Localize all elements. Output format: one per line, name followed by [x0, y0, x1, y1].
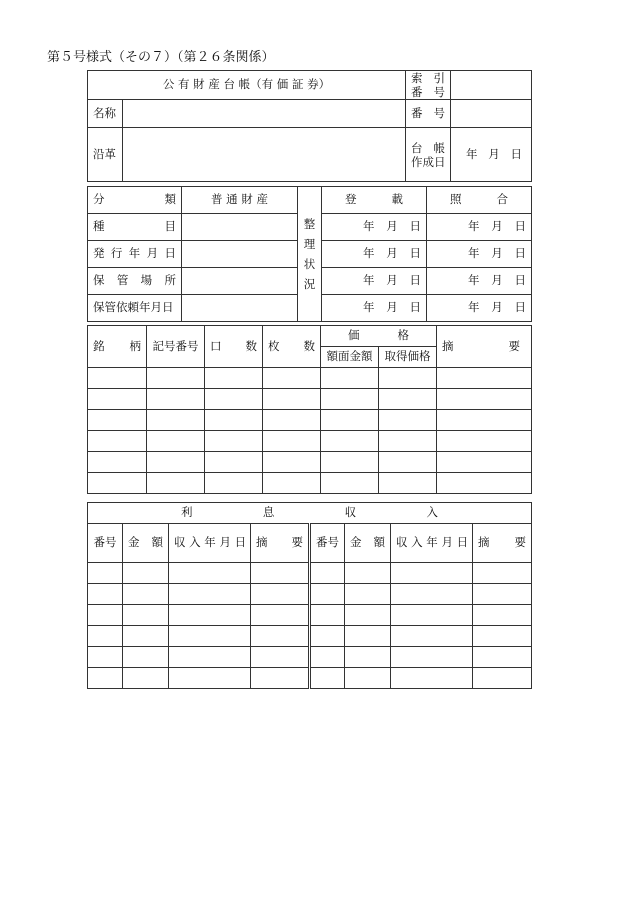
table-row [88, 368, 532, 389]
table-row [88, 563, 532, 584]
table-row [88, 389, 532, 410]
type-label: 種 目 [88, 214, 182, 241]
history-label: 沿革 [88, 128, 123, 182]
storage-location-label: 保 管 場 所 [88, 268, 182, 295]
table-row [88, 452, 532, 473]
securities-table [87, 325, 532, 494]
history-field[interactable] [123, 128, 406, 182]
classification-table [87, 186, 532, 322]
type-field[interactable] [182, 214, 298, 241]
income-number-header-2: 番号 [310, 524, 345, 563]
ledger-title: 公 有 財 産 台 帳（有 価 証 券） [88, 71, 406, 100]
issue-date-field[interactable] [182, 241, 298, 268]
income-summary-header-2: 摘 要 [473, 524, 532, 563]
income-amount-header: 金 額 [123, 524, 169, 563]
registration-label: 登 載 [322, 187, 427, 214]
price-header: 価 格 [321, 326, 437, 347]
income-date-header-2: 収 入 年 月 日 [391, 524, 473, 563]
form-caption: 第５号様式（その７）（第２６条関係） [47, 50, 275, 65]
symbol-number-header: 記号番号 [147, 326, 205, 368]
units-header: 口 数 [205, 326, 263, 368]
summary-header: 摘 要 [437, 326, 532, 368]
custody-request-date-field[interactable] [182, 295, 298, 322]
table-row [88, 431, 532, 452]
face-value-header: 額面金額 [321, 347, 379, 368]
table-row [88, 647, 532, 668]
acquisition-price-header: 取得価格 [379, 347, 437, 368]
storage-location-field[interactable] [182, 268, 298, 295]
number-label: 番 号 [406, 100, 451, 128]
table-row [88, 626, 532, 647]
table-row [88, 584, 532, 605]
reconciliation-date-1[interactable]: 年 月 日 [427, 214, 532, 241]
index-number-field[interactable] [451, 71, 532, 100]
index-number-label: 索 引 番 号 [406, 71, 451, 100]
reconciliation-date-4[interactable]: 年 月 日 [427, 295, 532, 322]
registration-date-2[interactable]: 年 月 日 [322, 241, 427, 268]
name-label: 名称 [88, 100, 123, 128]
income-number-header: 番号 [88, 524, 123, 563]
table-row [88, 410, 532, 431]
income-summary-header: 摘 要 [251, 524, 310, 563]
ledger-created-date-field[interactable]: 年 月 日 [451, 128, 532, 182]
number-field[interactable] [451, 100, 532, 128]
income-amount-header-2: 金 額 [345, 524, 391, 563]
brand-header: 銘 柄 [88, 326, 147, 368]
registration-date-1[interactable]: 年 月 日 [322, 214, 427, 241]
table-row [88, 473, 532, 494]
table-row [88, 605, 532, 626]
custody-request-date-label: 保管依頼年月日 [88, 295, 182, 322]
registration-date-3[interactable]: 年 月 日 [322, 268, 427, 295]
issue-date-label: 発 行 年 月 日 [88, 241, 182, 268]
management-status-label: 整理状況 [298, 187, 322, 322]
registration-date-4[interactable]: 年 月 日 [322, 295, 427, 322]
table-row [88, 668, 532, 689]
income-date-header: 収 入 年 月 日 [169, 524, 251, 563]
reconciliation-date-2[interactable]: 年 月 日 [427, 241, 532, 268]
interest-income-title: 利 息 収 入 [88, 503, 532, 524]
reconciliation-date-3[interactable]: 年 月 日 [427, 268, 532, 295]
ledger-header-table [87, 70, 532, 182]
sheets-header: 枚 数 [263, 326, 321, 368]
ledger-created-label: 台 帳 作成日 [406, 128, 451, 182]
name-field[interactable] [123, 100, 406, 128]
classification-label: 分 類 [88, 187, 182, 214]
reconciliation-label: 照 合 [427, 187, 532, 214]
ordinary-property-label: 普 通 財 産 [182, 187, 298, 214]
interest-income-table [87, 502, 532, 689]
